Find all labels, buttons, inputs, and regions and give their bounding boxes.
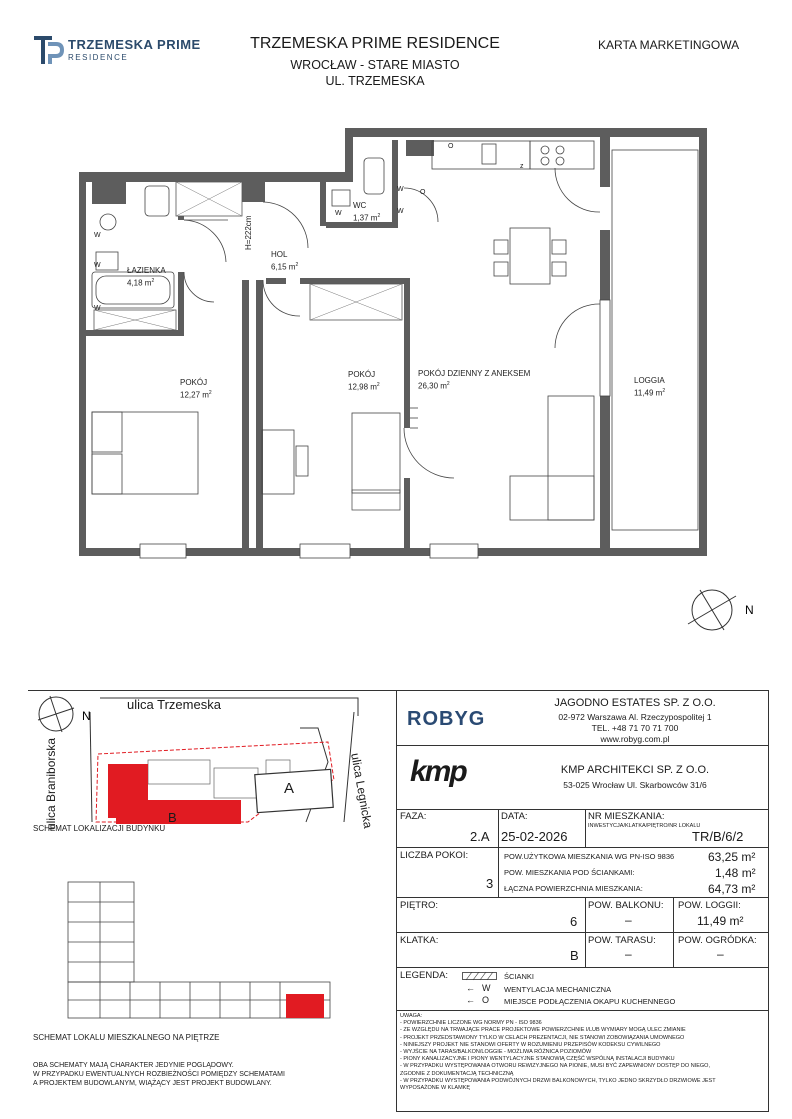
vent-mark: W [397, 208, 404, 215]
svg-text:N: N [82, 709, 91, 723]
divider [768, 690, 769, 1112]
vent-mark: W [335, 210, 342, 217]
room-wc: WC 1,37 $m^2$ [353, 201, 381, 223]
divider [673, 898, 674, 967]
site-caption: SCHEMAT LOKALIZACJI BUDYNKU [33, 824, 166, 833]
location-street: UL. TRZEMESKA [325, 74, 425, 88]
architect-name: KMP ARCHITEKCI SP. Z O.O. [560, 764, 710, 776]
wall-hatch-icon [462, 972, 498, 981]
pietro-value: 6 [570, 914, 578, 929]
nr-label: NR MIESZKANIA: [588, 811, 665, 822]
wall [79, 172, 259, 182]
location-city: WROCŁAW - STARE MIASTO [290, 58, 460, 72]
divider [396, 690, 397, 1112]
divider [397, 745, 768, 746]
divider [397, 1010, 768, 1011]
room-hol: HOL 6,15 $m^2$ [271, 250, 299, 272]
ogrodek-value: – [717, 947, 724, 961]
street-right: ulica Legnicka [348, 752, 376, 830]
architect-address: 53-025 Wrocław Ul. Skarbowców 31/6 [563, 780, 707, 790]
room-living: POKÓJ DZIENNY Z ANEKSEM 26,30 $m^2$ [418, 369, 531, 391]
ps-value: 1,48 m² [715, 866, 756, 880]
nr-sub: INWESTYCJA/KLATKA/PIĘTRO/NR LOKALU [588, 823, 701, 829]
page-title: TRZEMESKA PRIME RESIDENCE [250, 35, 500, 52]
loggia-value: 11,49 m² [697, 914, 744, 928]
loggia-label: POW. LOGGII: [678, 900, 741, 911]
legend-o-symbol: O [482, 995, 490, 1005]
faza-label: FAZA: [400, 811, 427, 822]
legend-o-icon: ← [466, 995, 475, 1005]
room-loggia: LOGGIA 11,49 $m^2$ [634, 376, 666, 398]
vent-mark: W [397, 186, 404, 193]
room-pokoj-2: POKÓJ 12,98 $m^2$ [348, 370, 380, 392]
divider [397, 847, 768, 848]
pokoje-value: 3 [486, 876, 494, 891]
investor-info: 02-972 Warszawa Al. Rzeczypospolitej 1 TEL. +48 71 70 71 700 www.robyg.com.pl [558, 712, 712, 744]
room-pokoj-1: POKÓJ 12,27 $m^2$ [180, 378, 212, 400]
building-a-label: A [284, 780, 295, 797]
taras-value: – [625, 947, 632, 961]
vent-mark: W [94, 305, 101, 312]
disclaimer: OBA SCHEMATY MAJĄ CHARAKTER JEDYNIE POGLĄDOWY. W PRZYPADKU EWENTUALNYCH ROZBIEŻNOŚCI POMIĘDZY SCHEMATAMI A PROJEKTEM BUDOWLANYM, WIĄŻĄCY JEST PROJEKT BUDOWLANY. [33, 1062, 285, 1087]
kitchen-mark: z [520, 163, 524, 170]
taras-label: POW. TARASU: [588, 935, 656, 946]
divider [397, 932, 768, 933]
investor-name: JAGODNO ESTATES SP. Z O.O. [554, 697, 716, 709]
site-plan [28, 692, 394, 832]
kitchen-mark: O [448, 143, 454, 150]
legend-w-symbol: W [482, 983, 491, 993]
architect-logo: kmp [410, 755, 466, 788]
brand-sub: RESIDENCE [68, 53, 129, 62]
room-lazienka: ŁAZIENKA 4,18 $m^2$ [127, 266, 166, 288]
klatka-label: KLATKA: [400, 935, 439, 946]
pietro-label: PIĘTRO: [400, 900, 439, 911]
brand-name: TRZEMESKA PRIME [68, 37, 201, 52]
notes: UWAGA: - POWIERZCHNIE LICZONE WG NORMY PN - ISO 9836 - ZE WZGLĘDU NA TRWAJĄCE PRACE PROJEKTOWE POWIERZCHNIE I/LUB WYMIARY MOGĄ ULEC ZMIANIE - PROJEKT PRZEDSTAWIONY TYLKO W CELACH PREZENTACJI, NIE STANOWI ZOBOWIĄZANIA UMOWNEGO - NINIEJSZY PROJEKT NIE STANOWI OFERTY W ROZUMIENIU PRZEPISÓW KODEKSU CYWILNEGO - WYJŚCIE NA TARAS/BALKON/LOGGIE - MOŻLIWA RÓŻNICA POZIOMÓW - PIONY KANALIZACYJNE I PIONY WENTYLACYJNE STANOWIĄ CZĘŚĆ WSPÓLNĄ INSTALACJI BUDYNKU - W PRZYPADKU WYSTĘPOWANIA OTWORU REWIZYJNEGO NA PIONIE, MUSI BYĆ ZAPEWNIONY DOSTĘP DO NIEGO, ZGODNIE Z DOKUMENTACJĄ TECHNICZNĄ - W PRZYPADKU WYSTĘPOWANIA PODWÓJNYCH DRZWI BALKONOWYCH, TYLKO JEDNO SKRZYDŁO DRZWIOWE JEST WYPOSAŻONE W KLAMKĘ [400, 1013, 716, 1092]
vent-mark: W [94, 262, 101, 269]
divider [397, 967, 768, 968]
data-label: DATA: [501, 811, 528, 822]
street-top: ulica Trzemeska [127, 697, 221, 712]
legend-walls: ŚCIANKI [504, 972, 535, 981]
investor-logo: ROBYG [407, 708, 486, 730]
data-value: 25-02-2026 [501, 829, 568, 844]
nr-value: TR/B/6/2 [692, 829, 744, 844]
legend-w-icon: ← [466, 983, 475, 993]
street-left: ulica Braniborska [44, 737, 58, 830]
divider [397, 809, 768, 810]
legend-label: LEGENDA: [400, 970, 449, 981]
divider [28, 690, 769, 691]
divider [585, 810, 586, 847]
card-type: KARTA MARKETINGOWA [598, 38, 740, 52]
faza-value: 2.A [470, 829, 490, 844]
pu-label: POW.UŻYTKOWA MIESZKANIA WG PN-ISO 9836 [504, 852, 675, 861]
divider [498, 810, 499, 897]
lp-label: ŁĄCZNA POWIERZCHNIA MIESZKANIA: [504, 884, 643, 893]
compass-north: N [745, 603, 754, 617]
floor-schema [40, 872, 340, 1022]
building-b-label: B [168, 810, 177, 825]
divider [585, 898, 586, 967]
vent-mark: W [94, 232, 101, 239]
klatka-value: B [570, 948, 579, 963]
divider [397, 1111, 768, 1112]
lp-value: 64,73 m² [708, 882, 756, 896]
balkon-label: POW. BALKONU: [588, 900, 664, 911]
floor-caption: SCHEMAT LOKALU MIESZKALNEGO NA PIĘTRZE [33, 1033, 220, 1042]
ogrodek-label: POW. OGRÓDKA: [678, 935, 757, 946]
divider [397, 897, 768, 898]
height-note: H=222cm [244, 215, 253, 250]
ps-label: POW. MIESZKANIA POD ŚCIANKAMI: [504, 868, 635, 877]
wall [79, 172, 86, 556]
legend-vent: WENTYLACJA MECHANICZNA [504, 985, 612, 994]
kitchen-mark: O [420, 189, 426, 196]
legend-hood: MIEJSCE PODŁĄCZENIA OKAPU KUCHENNEGO [504, 997, 676, 1006]
pu-value: 63,25 m² [708, 850, 756, 864]
pokoje-label: LICZBA POKOI: [400, 850, 469, 861]
balkon-value: – [625, 913, 632, 927]
